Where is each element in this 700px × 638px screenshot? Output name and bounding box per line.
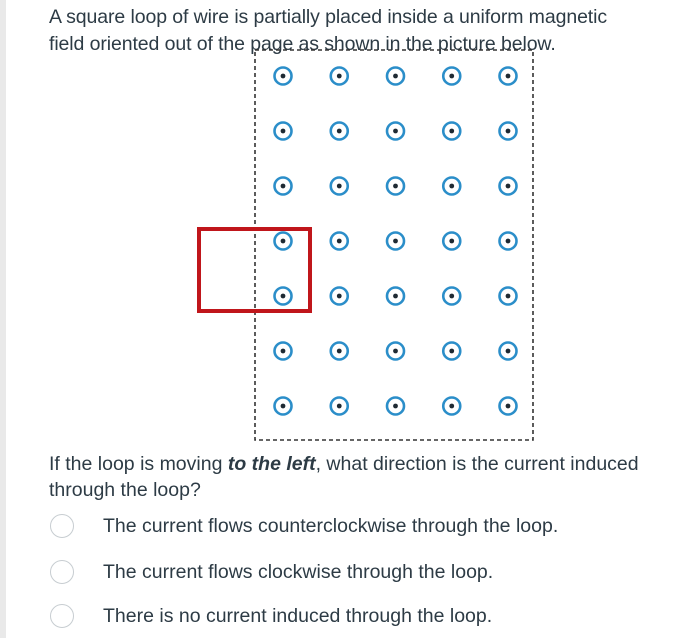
answer-option-no-current[interactable]: [48, 595, 688, 635]
field-out-of-page-icon: [500, 123, 517, 140]
radio-button[interactable]: [50, 560, 74, 584]
field-out-of-page-icon: [331, 233, 348, 250]
prompt-text: [49, 451, 689, 503]
field-out-of-page-icon: [275, 343, 292, 360]
field-out-of-page-icon: [331, 343, 348, 360]
field-out-of-page-icon: [443, 288, 460, 305]
field-out-of-page-icon: [275, 178, 292, 195]
field-out-of-page-icon: [275, 233, 292, 250]
answer-option-counterclockwise[interactable]: [48, 505, 688, 545]
field-out-of-page-icon: [387, 288, 404, 305]
field-out-of-page-icon: [443, 123, 460, 140]
radio-button[interactable]: [50, 604, 74, 628]
field-out-of-page-icon: [500, 178, 517, 195]
field-out-of-page-icon: [443, 68, 460, 85]
field-out-of-page-icon: [500, 233, 517, 250]
answer-label: The current flows clockwise through the loop.: [103, 561, 494, 583]
field-out-of-page-icon: [387, 343, 404, 360]
answer-label: The current flows counterclockwise through the loop.: [103, 515, 559, 537]
prompt-prefix: If the loop is moving: [49, 453, 228, 475]
field-out-of-page-icon: [443, 343, 460, 360]
field-out-of-page-icon: [500, 68, 517, 85]
question-line-1: A square loop of wire is partially placed inside a uniform magnetic: [49, 6, 608, 28]
field-out-of-page-icon: [500, 343, 517, 360]
field-out-of-page-icon: [275, 68, 292, 85]
field-out-of-page-icon: [275, 288, 292, 305]
field-out-of-page-icon: [331, 398, 348, 415]
field-out-of-page-icon: [500, 288, 517, 305]
field-out-of-page-icon: [443, 178, 460, 195]
field-out-of-page-icon: [331, 288, 348, 305]
answer-option-clockwise[interactable]: [48, 551, 688, 591]
field-out-of-page-icon: [331, 123, 348, 140]
prompt-suffix: , what direction is the current induced through the loop?: [49, 453, 639, 501]
field-out-of-page-icon: [331, 178, 348, 195]
field-out-of-page-icon: [387, 178, 404, 195]
field-out-of-page-icon: [500, 398, 517, 415]
radio-button[interactable]: [50, 514, 74, 538]
field-out-of-page-icon: [275, 123, 292, 140]
question-line-2: field oriented out of the page as shown in the picture below.: [49, 33, 556, 55]
field-out-of-page-icon: [387, 68, 404, 85]
field-out-of-page-icon: [387, 233, 404, 250]
answer-label: There is no current induced through the loop.: [103, 605, 493, 627]
field-out-of-page-icon: [387, 123, 404, 140]
field-out-of-page-icon: [387, 398, 404, 415]
field-out-of-page-icon: [443, 398, 460, 415]
field-out-of-page-icon: [443, 233, 460, 250]
prompt-emphasis: to the left: [227, 453, 316, 475]
field-out-of-page-icon: [275, 398, 292, 415]
field-out-of-page-icon: [331, 68, 348, 85]
field-region-border: [255, 50, 533, 440]
